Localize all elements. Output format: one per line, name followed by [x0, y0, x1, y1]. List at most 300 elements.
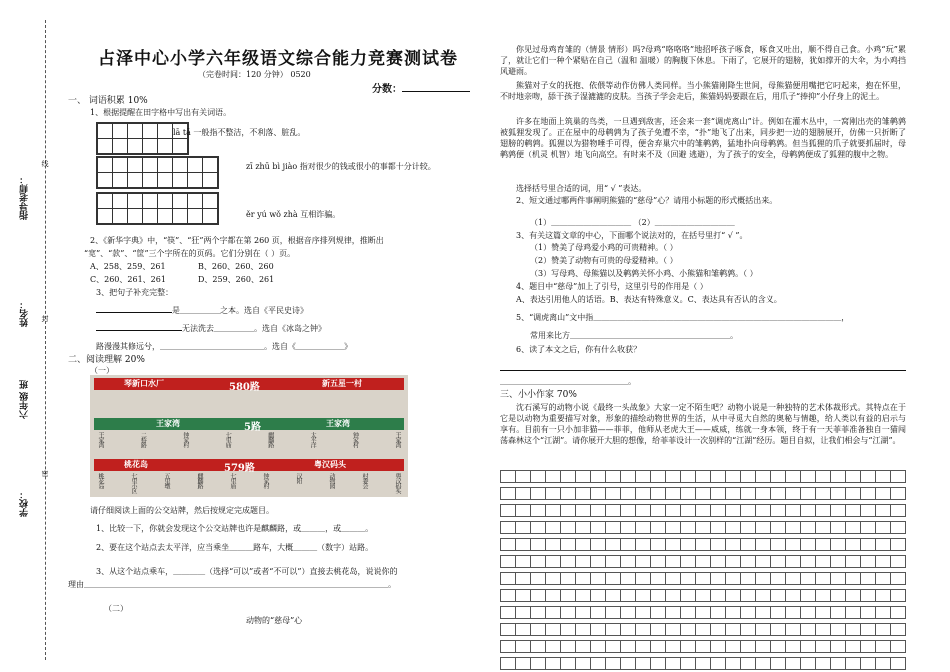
grid-cell[interactable] — [741, 590, 756, 602]
grid-cell[interactable] — [831, 539, 846, 551]
grid-cell[interactable] — [621, 522, 636, 534]
grid-cell[interactable] — [576, 641, 591, 653]
grid-cell[interactable] — [501, 522, 516, 534]
grid-cell[interactable] — [561, 471, 576, 483]
grid-cell[interactable] — [576, 522, 591, 534]
grid-cell[interactable] — [756, 488, 771, 500]
grid-cell[interactable] — [666, 624, 681, 636]
grid-cell[interactable] — [651, 522, 666, 534]
grid-cell[interactable] — [621, 658, 636, 670]
right-q6-tail[interactable]: ＿＿＿＿＿＿＿＿＿＿＿＿＿＿＿＿。 — [500, 377, 636, 386]
grid-cell[interactable] — [726, 488, 741, 500]
grid-cell[interactable] — [531, 522, 546, 534]
grid-cell[interactable] — [591, 556, 606, 568]
grid-cell[interactable] — [771, 471, 786, 483]
grid-cell[interactable] — [771, 590, 786, 602]
grid-cell[interactable] — [861, 624, 876, 636]
section2-q1[interactable]: 1、比较一下，你就会发现这个公交站牌也许是麒麟路，或＿＿＿，或＿＿＿。 — [96, 524, 374, 533]
grid-cell[interactable] — [771, 607, 786, 619]
grid-cell[interactable] — [501, 539, 516, 551]
grid-cell[interactable] — [756, 471, 771, 483]
grid-cell[interactable] — [501, 556, 516, 568]
grid-cell[interactable] — [591, 522, 606, 534]
grid-cell[interactable] — [516, 590, 531, 602]
grid-cell[interactable] — [501, 505, 516, 517]
section2-q3a[interactable]: 3、从这个站点乘车，＿＿＿＿（选择“可以”或者“不可以”）直接去桃花岛，说说你的 — [96, 567, 398, 576]
grid-cell[interactable] — [831, 590, 846, 602]
tianzige-grid-1[interactable] — [96, 122, 189, 155]
grid-cell[interactable] — [606, 573, 621, 585]
grid-cell[interactable] — [516, 641, 531, 653]
grid-cell[interactable] — [846, 590, 861, 602]
grid-cell[interactable] — [726, 522, 741, 534]
grid-cell[interactable] — [651, 607, 666, 619]
grid-cell[interactable] — [636, 522, 651, 534]
grid-cell[interactable] — [831, 624, 846, 636]
grid-cell[interactable] — [786, 607, 801, 619]
sentence-3[interactable]: 路漫漫其修远兮，＿＿＿＿＿＿＿＿＿＿＿＿＿。选自《＿＿＿＿＿＿》 — [96, 342, 352, 351]
grid-cell[interactable] — [651, 590, 666, 602]
grid-cell[interactable] — [786, 505, 801, 517]
grid-cell[interactable] — [531, 590, 546, 602]
grid-cell[interactable] — [531, 488, 546, 500]
grid-cell[interactable] — [786, 573, 801, 585]
grid-cell[interactable] — [861, 658, 876, 670]
grid-cell[interactable] — [831, 658, 846, 670]
grid-cell[interactable] — [861, 607, 876, 619]
grid-cell[interactable] — [546, 556, 561, 568]
grid-cell[interactable] — [606, 641, 621, 653]
grid-cell[interactable] — [801, 539, 816, 551]
grid-cell[interactable] — [696, 658, 711, 670]
grid-cell[interactable] — [876, 658, 891, 670]
grid-cell[interactable] — [546, 522, 561, 534]
grid-cell[interactable] — [831, 505, 846, 517]
grid-cell[interactable] — [576, 505, 591, 517]
grid-cell[interactable] — [696, 624, 711, 636]
grid-cell[interactable] — [516, 573, 531, 585]
grid-cell[interactable] — [621, 573, 636, 585]
tianzige-grid-2[interactable] — [96, 156, 219, 189]
grid-cell[interactable] — [561, 658, 576, 670]
grid-cell[interactable] — [711, 607, 726, 619]
grid-cell[interactable] — [741, 488, 756, 500]
grid-cell[interactable] — [861, 590, 876, 602]
grid-cell[interactable] — [681, 624, 696, 636]
grid-cell[interactable] — [726, 556, 741, 568]
grid-cell[interactable] — [891, 539, 906, 551]
grid-cell[interactable] — [831, 556, 846, 568]
grid-cell[interactable] — [891, 607, 906, 619]
grid-cell[interactable] — [621, 641, 636, 653]
grid-cell[interactable] — [681, 539, 696, 551]
grid-cell[interactable] — [711, 556, 726, 568]
grid-cell[interactable] — [846, 522, 861, 534]
grid-cell[interactable] — [786, 658, 801, 670]
grid-cell[interactable] — [726, 573, 741, 585]
grid-cell[interactable] — [756, 590, 771, 602]
grid-cell[interactable] — [861, 505, 876, 517]
grid-cell[interactable] — [606, 539, 621, 551]
grid-cell[interactable] — [861, 573, 876, 585]
grid-cell[interactable] — [891, 488, 906, 500]
grid-cell[interactable] — [681, 590, 696, 602]
grid-cell[interactable] — [681, 641, 696, 653]
grid-cell[interactable] — [651, 624, 666, 636]
sentence-1[interactable]: 是＿＿＿＿＿之本。选自《平民史诗》 — [96, 306, 308, 316]
grid-cell[interactable] — [816, 624, 831, 636]
grid-cell[interactable] — [756, 522, 771, 534]
grid-cell[interactable] — [531, 641, 546, 653]
grid-cell[interactable] — [756, 505, 771, 517]
grid-cell[interactable] — [546, 624, 561, 636]
grid-cell[interactable] — [576, 488, 591, 500]
grid-cell[interactable] — [801, 624, 816, 636]
grid-cell[interactable] — [876, 607, 891, 619]
grid-cell[interactable] — [771, 505, 786, 517]
grid-cell[interactable] — [546, 488, 561, 500]
grid-cell[interactable] — [666, 539, 681, 551]
right-q3-option-1[interactable]: （1）赞美了母鸡爱小鸡的可贵精神。（ ） — [530, 243, 678, 252]
grid-cell[interactable] — [891, 624, 906, 636]
grid-cell[interactable] — [891, 573, 906, 585]
section2-q3b[interactable]: 理由＿＿＿＿＿＿＿＿＿＿＿＿＿＿＿＿＿＿＿＿＿＿＿＿＿＿＿＿＿＿＿＿＿＿＿＿＿＿。 — [68, 580, 396, 589]
grid-cell[interactable] — [741, 539, 756, 551]
grid-cell[interactable] — [816, 471, 831, 483]
grid-cell[interactable] — [726, 505, 741, 517]
grid-cell[interactable] — [771, 522, 786, 534]
grid-cell[interactable] — [651, 573, 666, 585]
grid-cell[interactable] — [681, 488, 696, 500]
grid-cell[interactable] — [801, 522, 816, 534]
grid-cell[interactable] — [801, 488, 816, 500]
grid-cell[interactable] — [831, 522, 846, 534]
grid-cell[interactable] — [666, 658, 681, 670]
grid-cell[interactable] — [711, 641, 726, 653]
grid-cell[interactable] — [681, 556, 696, 568]
grid-cell[interactable] — [861, 522, 876, 534]
grid-cell[interactable] — [501, 488, 516, 500]
grid-cell[interactable] — [741, 624, 756, 636]
grid-cell[interactable] — [831, 471, 846, 483]
grid-cell[interactable] — [561, 505, 576, 517]
grid-cell[interactable] — [711, 624, 726, 636]
grid-cell[interactable] — [576, 607, 591, 619]
grid-cell[interactable] — [711, 573, 726, 585]
grid-cell[interactable] — [591, 641, 606, 653]
grid-cell[interactable] — [846, 573, 861, 585]
grid-cell[interactable] — [576, 556, 591, 568]
grid-cell[interactable] — [861, 641, 876, 653]
grid-cell[interactable] — [666, 573, 681, 585]
grid-cell[interactable] — [591, 471, 606, 483]
grid-cell[interactable] — [756, 573, 771, 585]
grid-cell[interactable] — [846, 539, 861, 551]
grid-cell[interactable] — [711, 522, 726, 534]
grid-cell[interactable] — [711, 539, 726, 551]
grid-cell[interactable] — [801, 607, 816, 619]
grid-cell[interactable] — [501, 590, 516, 602]
grid-cell[interactable] — [741, 607, 756, 619]
grid-cell[interactable] — [696, 556, 711, 568]
grid-cell[interactable] — [801, 471, 816, 483]
grid-cell[interactable] — [771, 658, 786, 670]
grid-cell[interactable] — [651, 556, 666, 568]
grid-cell[interactable] — [531, 471, 546, 483]
grid-cell[interactable] — [681, 505, 696, 517]
grid-cell[interactable] — [801, 590, 816, 602]
grid-cell[interactable] — [576, 573, 591, 585]
grid-cell[interactable] — [546, 539, 561, 551]
grid-cell[interactable] — [591, 488, 606, 500]
grid-cell[interactable] — [741, 505, 756, 517]
grid-cell[interactable] — [726, 641, 741, 653]
grid-cell[interactable] — [621, 539, 636, 551]
grid-cell[interactable] — [696, 607, 711, 619]
grid-cell[interactable] — [501, 624, 516, 636]
grid-cell[interactable] — [621, 607, 636, 619]
grid-cell[interactable] — [741, 658, 756, 670]
grid-cell[interactable] — [561, 641, 576, 653]
grid-cell[interactable] — [636, 641, 651, 653]
grid-cell[interactable] — [606, 522, 621, 534]
grid-cell[interactable] — [561, 624, 576, 636]
grid-cell[interactable] — [681, 658, 696, 670]
grid-cell[interactable] — [591, 539, 606, 551]
grid-cell[interactable] — [621, 505, 636, 517]
grid-cell[interactable] — [606, 607, 621, 619]
grid-cell[interactable] — [651, 488, 666, 500]
grid-cell[interactable] — [846, 488, 861, 500]
grid-cell[interactable] — [786, 641, 801, 653]
grid-cell[interactable] — [621, 471, 636, 483]
grid-cell[interactable] — [861, 471, 876, 483]
grid-cell[interactable] — [891, 505, 906, 517]
grid-cell[interactable] — [531, 556, 546, 568]
grid-cell[interactable] — [636, 539, 651, 551]
grid-cell[interactable] — [816, 658, 831, 670]
grid-cell[interactable] — [636, 505, 651, 517]
grid-cell[interactable] — [771, 573, 786, 585]
grid-cell[interactable] — [846, 658, 861, 670]
grid-cell[interactable] — [516, 471, 531, 483]
grid-cell[interactable] — [786, 590, 801, 602]
grid-cell[interactable] — [816, 488, 831, 500]
grid-cell[interactable] — [501, 641, 516, 653]
sentence-2[interactable]: 无法洗去＿＿＿＿＿。选自《冰岛之钟》 — [96, 324, 326, 334]
right-q6-answer-line[interactable] — [500, 370, 906, 371]
grid-cell[interactable] — [756, 539, 771, 551]
grid-cell[interactable] — [876, 539, 891, 551]
grid-cell[interactable] — [666, 641, 681, 653]
grid-cell[interactable] — [516, 658, 531, 670]
grid-cell[interactable] — [636, 658, 651, 670]
grid-cell[interactable] — [816, 641, 831, 653]
grid-cell[interactable] — [546, 590, 561, 602]
grid-cell[interactable] — [696, 590, 711, 602]
grid-cell[interactable] — [531, 573, 546, 585]
grid-cell[interactable] — [621, 488, 636, 500]
grid-cell[interactable] — [561, 573, 576, 585]
grid-cell[interactable] — [666, 471, 681, 483]
grid-cell[interactable] — [846, 471, 861, 483]
grid-cell[interactable] — [501, 573, 516, 585]
grid-cell[interactable] — [696, 539, 711, 551]
grid-cell[interactable] — [726, 539, 741, 551]
grid-cell[interactable] — [606, 658, 621, 670]
grid-cell[interactable] — [681, 573, 696, 585]
grid-cell[interactable] — [561, 607, 576, 619]
grid-cell[interactable] — [726, 471, 741, 483]
grid-cell[interactable] — [546, 573, 561, 585]
grid-cell[interactable] — [681, 471, 696, 483]
grid-cell[interactable] — [831, 573, 846, 585]
grid-cell[interactable] — [801, 556, 816, 568]
grid-cell[interactable] — [801, 641, 816, 653]
right-q4[interactable]: 4、题目中“慈母”加上了引号，这里引号的作用是（ ） — [516, 282, 708, 291]
grid-cell[interactable] — [501, 471, 516, 483]
grid-cell[interactable] — [636, 573, 651, 585]
grid-cell[interactable] — [531, 505, 546, 517]
grid-cell[interactable] — [651, 505, 666, 517]
grid-cell[interactable] — [741, 471, 756, 483]
right-q5[interactable]: 5、“调虎离山”文中指＿＿＿＿＿＿＿＿＿＿＿＿＿＿＿＿＿＿＿＿＿＿＿＿＿＿＿＿＿＿＿， — [516, 313, 850, 322]
grid-cell[interactable] — [786, 539, 801, 551]
grid-cell[interactable] — [726, 658, 741, 670]
grid-cell[interactable] — [876, 505, 891, 517]
grid-cell[interactable] — [501, 607, 516, 619]
grid-cell[interactable] — [696, 573, 711, 585]
grid-cell[interactable] — [771, 641, 786, 653]
grid-cell[interactable] — [726, 590, 741, 602]
grid-cell[interactable] — [561, 522, 576, 534]
grid-cell[interactable] — [786, 522, 801, 534]
grid-cell[interactable] — [816, 522, 831, 534]
grid-cell[interactable] — [741, 573, 756, 585]
grid-cell[interactable] — [516, 522, 531, 534]
grid-cell[interactable] — [786, 488, 801, 500]
grid-cell[interactable] — [876, 590, 891, 602]
grid-cell[interactable] — [621, 556, 636, 568]
grid-cell[interactable] — [831, 488, 846, 500]
grid-cell[interactable] — [666, 488, 681, 500]
grid-cell[interactable] — [546, 471, 561, 483]
grid-cell[interactable] — [606, 590, 621, 602]
grid-cell[interactable] — [501, 658, 516, 670]
grid-cell[interactable] — [591, 624, 606, 636]
grid-cell[interactable] — [666, 607, 681, 619]
grid-cell[interactable] — [576, 624, 591, 636]
grid-cell[interactable] — [816, 505, 831, 517]
grid-cell[interactable] — [576, 590, 591, 602]
grid-cell[interactable] — [516, 607, 531, 619]
grid-cell[interactable] — [711, 488, 726, 500]
grid-cell[interactable] — [876, 471, 891, 483]
grid-cell[interactable] — [561, 556, 576, 568]
grid-cell[interactable] — [696, 505, 711, 517]
grid-cell[interactable] — [636, 556, 651, 568]
grid-cell[interactable] — [756, 556, 771, 568]
grid-cell[interactable] — [726, 607, 741, 619]
grid-cell[interactable] — [531, 624, 546, 636]
grid-cell[interactable] — [531, 658, 546, 670]
grid-cell[interactable] — [546, 607, 561, 619]
grid-cell[interactable] — [561, 488, 576, 500]
grid-cell[interactable] — [561, 539, 576, 551]
grid-cell[interactable] — [756, 624, 771, 636]
grid-cell[interactable] — [786, 471, 801, 483]
grid-cell[interactable] — [891, 556, 906, 568]
right-q2-blanks[interactable]: （1）＿＿＿＿＿＿＿＿＿＿ （2）＿＿＿＿＿＿＿＿＿＿ — [530, 218, 735, 227]
grid-cell[interactable] — [651, 641, 666, 653]
grid-cell[interactable] — [816, 607, 831, 619]
grid-cell[interactable] — [651, 539, 666, 551]
grid-cell[interactable] — [876, 522, 891, 534]
grid-cell[interactable] — [711, 590, 726, 602]
grid-cell[interactable] — [591, 658, 606, 670]
grid-cell[interactable] — [621, 590, 636, 602]
grid-cell[interactable] — [516, 556, 531, 568]
grid-cell[interactable] — [546, 505, 561, 517]
grid-cell[interactable] — [846, 607, 861, 619]
grid-cell[interactable] — [696, 471, 711, 483]
grid-cell[interactable] — [591, 590, 606, 602]
grid-cell[interactable] — [801, 505, 816, 517]
grid-cell[interactable] — [546, 641, 561, 653]
grid-cell[interactable] — [816, 590, 831, 602]
grid-cell[interactable] — [636, 607, 651, 619]
grid-cell[interactable] — [621, 624, 636, 636]
grid-cell[interactable] — [741, 641, 756, 653]
grid-cell[interactable] — [831, 641, 846, 653]
grid-cell[interactable] — [711, 658, 726, 670]
grid-cell[interactable] — [666, 522, 681, 534]
grid-cell[interactable] — [666, 556, 681, 568]
grid-cell[interactable] — [891, 471, 906, 483]
grid-cell[interactable] — [606, 556, 621, 568]
grid-cell[interactable] — [831, 607, 846, 619]
grid-cell[interactable] — [681, 607, 696, 619]
grid-cell[interactable] — [636, 471, 651, 483]
grid-cell[interactable] — [876, 641, 891, 653]
grid-cell[interactable] — [591, 607, 606, 619]
grid-cell[interactable] — [516, 624, 531, 636]
grid-cell[interactable] — [876, 573, 891, 585]
grid-cell[interactable] — [891, 641, 906, 653]
grid-cell[interactable] — [891, 590, 906, 602]
grid-cell[interactable] — [606, 505, 621, 517]
grid-cell[interactable] — [816, 573, 831, 585]
grid-cell[interactable] — [891, 522, 906, 534]
grid-cell[interactable] — [786, 624, 801, 636]
grid-cell[interactable] — [516, 539, 531, 551]
grid-cell[interactable] — [846, 505, 861, 517]
grid-cell[interactable] — [636, 590, 651, 602]
grid-cell[interactable] — [696, 488, 711, 500]
grid-cell[interactable] — [771, 539, 786, 551]
grid-cell[interactable] — [801, 658, 816, 670]
grid-cell[interactable] — [546, 658, 561, 670]
composition-grid[interactable] — [500, 470, 906, 670]
grid-cell[interactable] — [726, 624, 741, 636]
grid-cell[interactable] — [606, 624, 621, 636]
grid-cell[interactable] — [741, 522, 756, 534]
grid-cell[interactable] — [876, 624, 891, 636]
grid-cell[interactable] — [711, 505, 726, 517]
grid-cell[interactable] — [606, 488, 621, 500]
grid-cell[interactable] — [816, 539, 831, 551]
grid-cell[interactable] — [636, 488, 651, 500]
